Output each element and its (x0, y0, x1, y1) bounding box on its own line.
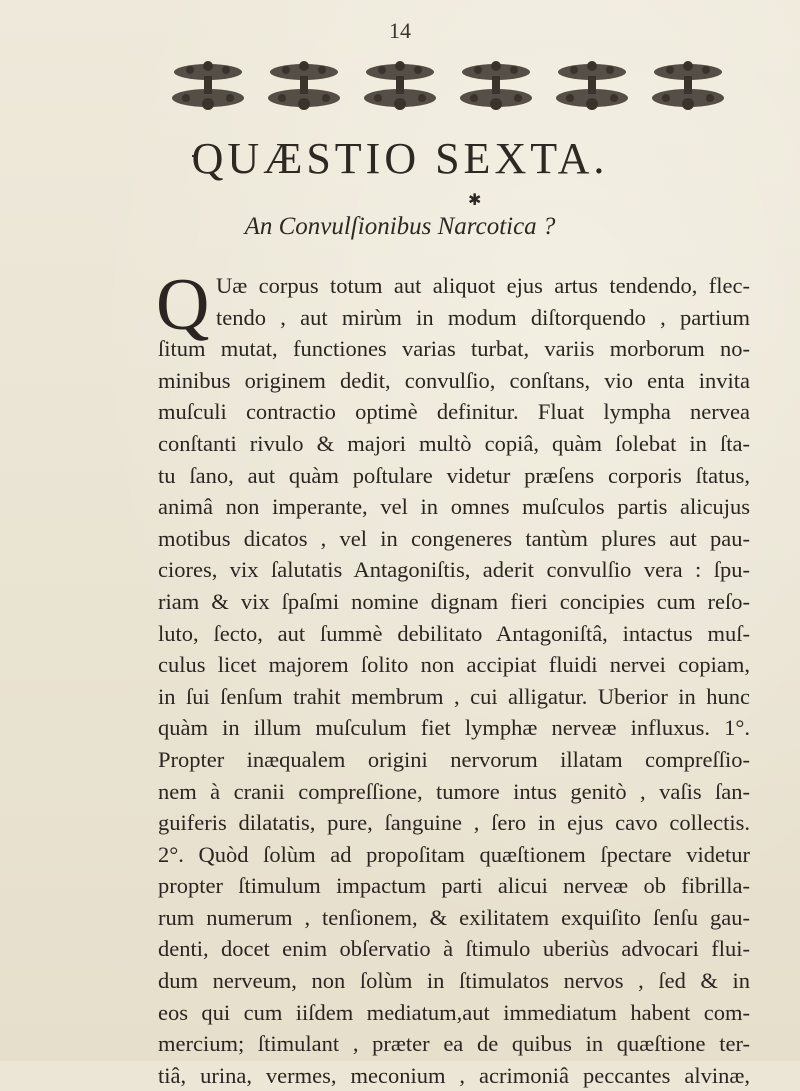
text-line: conſtanti rivulo & majori multò copiâ, quàm ſolebat in ſta- (158, 430, 750, 456)
text-line: propter ſtimulum impactum parti alicui nerveæ ob fibrilla- (158, 873, 750, 899)
page-number: 14 (389, 18, 411, 43)
text-line: denti, docet enim obſervatio à ſtimulo uberiùs advocari flui- (158, 936, 750, 962)
asterisk-ornament: ✱ (468, 190, 482, 209)
text-line: 2°. Quòd ſolùm ad propoſitam quæſtionem ſpectare videtur (158, 841, 750, 867)
chapter-subtitle: An Convulſionibus Narcotica ? (244, 213, 556, 240)
text-line: Uæ corpus totum aut aliquot ejus artus tendendo, flec- (216, 273, 750, 298)
text-line: ſitum mutat, functiones varias turbat, variis morborum no- (158, 336, 750, 362)
text-line: culus licet majorem ſolito non accipiat fluidi nervei copiam, (158, 652, 750, 678)
text-line: muſculi contractio optimè definitur. Fluat lympha nervea (158, 399, 750, 425)
chapter-title: QUÆSTIO SEXTA. (191, 134, 609, 183)
text-line: riam & vix ſpaſmi nomine dignam fieri concipies cum reſo- (158, 588, 750, 614)
body-text (156, 264, 750, 1091)
text-line: tiâ, urina, vermes, meconium , acrimoniâ peccantes alvinæ, (158, 1062, 750, 1088)
text-line: eos qui cum iiſdem mediatum,aut immediatum habent com- (158, 999, 750, 1025)
text-line: nem à cranii compreſſione, tumore intus genitò , vaſis ſan- (158, 778, 750, 804)
text-line: mercium; ſtimulant , præter ea de quibus in quæſtione ter- (158, 1031, 750, 1057)
text-line: luto, ſecto, aut ſummè debilitato Antagoniſtâ, intactus muſ- (158, 620, 750, 646)
drop-cap-letter: Q (156, 264, 210, 346)
text-line: in ſui ſenſum trahit membrum , cui alligatur. Uberior in hunc (158, 683, 750, 709)
text-line: dum nerveum, non ſolùm in ſtimulatos nervos , ſed & in (158, 968, 750, 994)
text-line: motibus dicatos , vel in congeneres tantùm plures aut pau- (158, 525, 750, 551)
text-line: Propter inæqualem origini nervorum illatam compreſſio- (158, 746, 750, 772)
text-line: minibus originem dedit, convulſio, conſtans, vio enta invita (158, 367, 750, 393)
text-line: guiferis dilatatis, pure, ſanguine , ſero in ejus cavo collectis. (158, 810, 750, 836)
text-line: rum numerum , tenſionem, & exilitatem exquiſito ſenſu gau- (158, 904, 750, 930)
decorative-ornament-band (160, 58, 740, 114)
text-line: ciores, vix ſalutatis Antagoniſtis, aderit convulſio vera : ſpu- (158, 557, 750, 583)
text-line: tu ſano, aut quàm poſtulare videtur præſens corporis ſtatus, (158, 462, 750, 488)
text-line: tendo , aut mirùm in modum diſtorquendo , partium (216, 304, 750, 330)
text-line: quàm in illum muſculum fiet lymphæ nerveæ influxus. 1°. (158, 715, 750, 741)
text-line: animâ non imperante, vel in omnes muſculos partis alicujus (158, 494, 750, 520)
